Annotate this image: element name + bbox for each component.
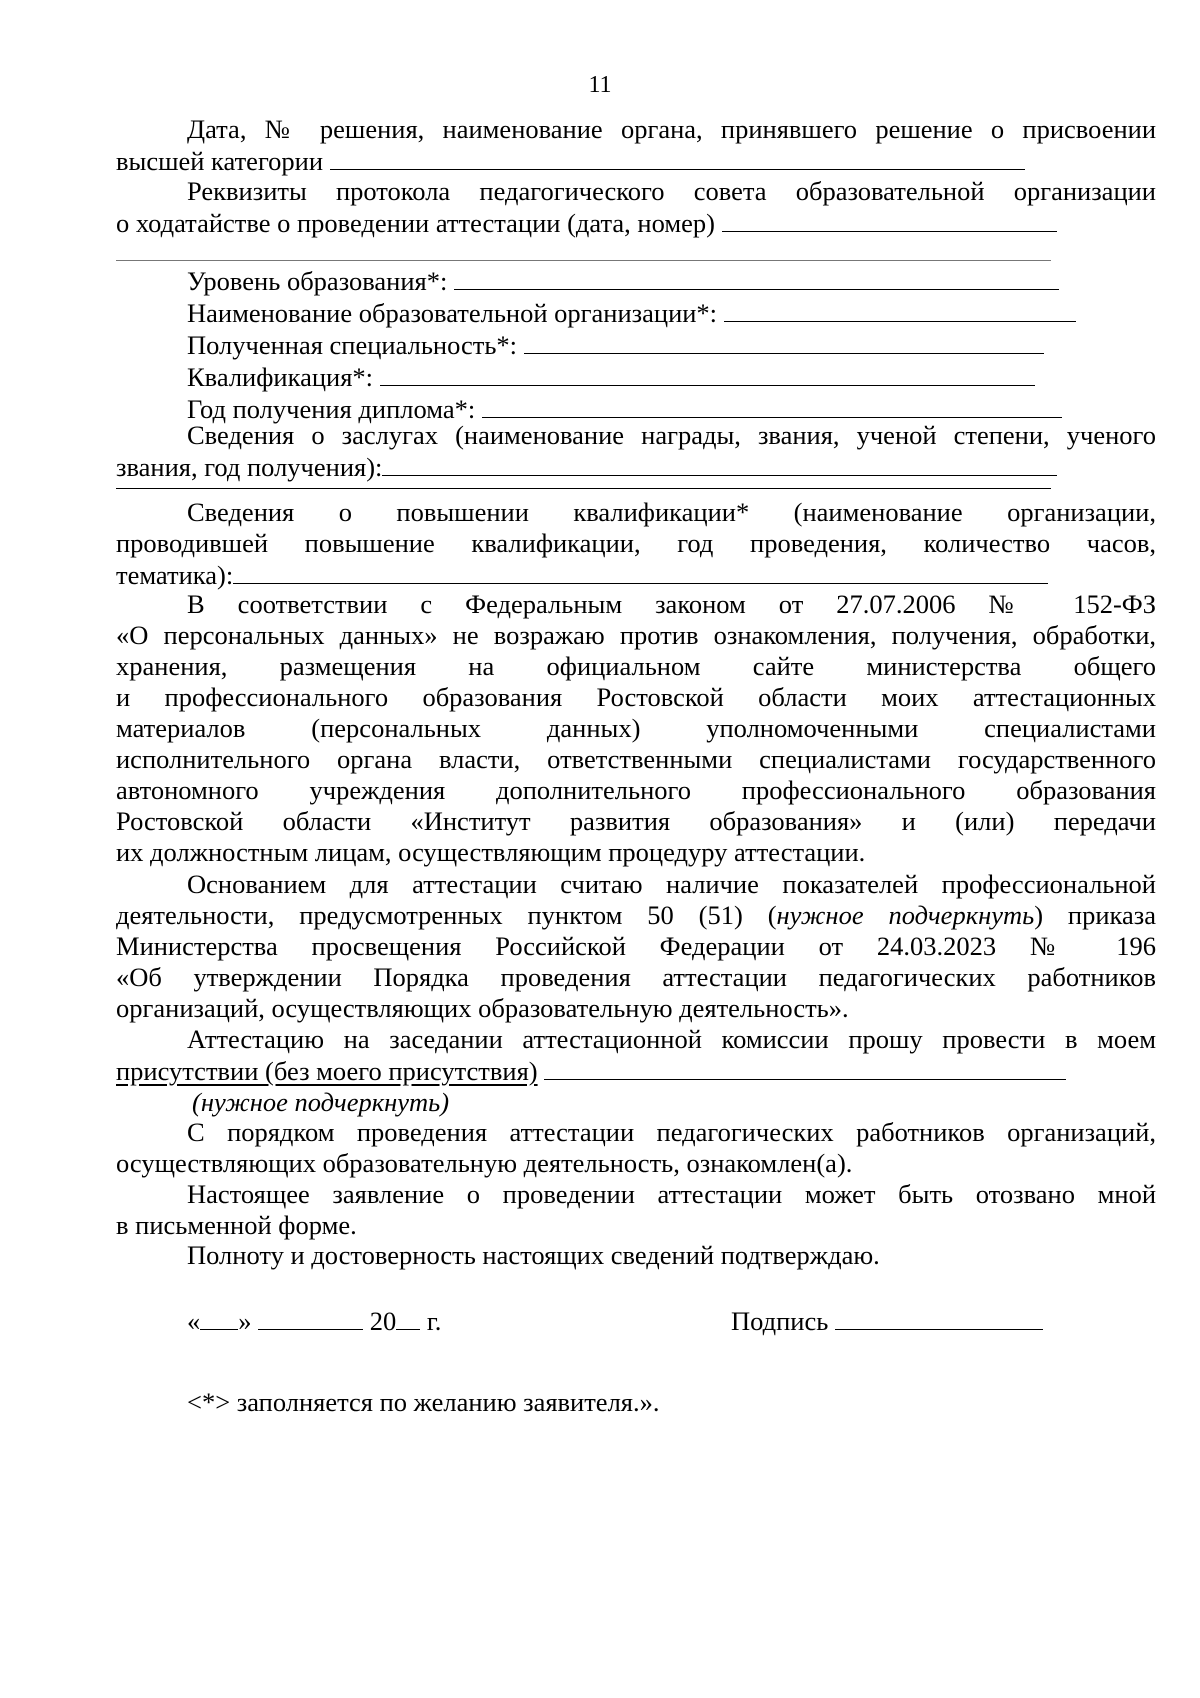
decision-line-1: Дата, № решения, наименование органа, принявшего решение о присвоении bbox=[187, 114, 1156, 144]
qualification-label: Квалификация*: bbox=[187, 362, 373, 392]
presence-paragraph bbox=[116, 1024, 1156, 1118]
organization-name-label: Наименование образовательной организации*: bbox=[187, 298, 718, 328]
consent-line-3: хранения, размещения на официальном сайте министерства общего bbox=[116, 651, 1156, 681]
merits-fill-field[interactable] bbox=[382, 451, 1057, 476]
date-signature-row: « » 20 г. Подпись bbox=[116, 1305, 1156, 1337]
training-fill-field[interactable] bbox=[233, 559, 1048, 584]
consent-paragraph bbox=[116, 589, 1156, 868]
separator-line bbox=[116, 260, 1051, 261]
education-level-label: Уровень образования*: bbox=[187, 266, 448, 296]
consent-line-7: автономного учреждения дополнительного профессионального образования bbox=[116, 775, 1156, 805]
training-paragraph bbox=[116, 497, 1156, 591]
consent-line-5: материалов (персональных данных) уполномоченными специалистами bbox=[116, 713, 1156, 743]
footnote bbox=[116, 1387, 1156, 1418]
basis-line-4: «Об утверждении Порядка проведения аттестации педагогических работников bbox=[116, 962, 1156, 992]
basis-paragraph bbox=[116, 869, 1156, 1024]
diploma-year-field[interactable] bbox=[482, 393, 1062, 418]
decision-fill-field[interactable] bbox=[330, 145, 1025, 170]
basis-line-2: деятельности, предусмотренных пунктом 50 (51) (нужное подчеркнуть) приказа bbox=[116, 900, 1157, 930]
confirm-paragraph bbox=[116, 1240, 1156, 1271]
procedure-line-2: осуществляющих образовательную деятельность, ознакомлен(а). bbox=[116, 1148, 853, 1178]
specialty-field[interactable] bbox=[524, 329, 1044, 354]
footnote-text: <*> заполняется по желанию заявителя.». bbox=[187, 1387, 660, 1417]
presence-note: (нужное подчеркнуть) bbox=[192, 1087, 450, 1117]
procedure-line-1: С порядком проведения аттестации педагогических работников организаций, bbox=[187, 1117, 1156, 1147]
protocol-fill-field[interactable] bbox=[722, 207, 1057, 232]
procedure-paragraph bbox=[116, 1117, 1156, 1179]
revoke-paragraph bbox=[116, 1179, 1156, 1241]
presence-fill-field[interactable] bbox=[544, 1055, 1066, 1080]
training-line-1: Сведения о повышении квалификации* (наименование организации, bbox=[187, 497, 1156, 527]
signature-label: Подпись bbox=[731, 1306, 829, 1336]
signature-field[interactable] bbox=[835, 1305, 1043, 1330]
consent-line-2: «О персональных данных» не возражаю против ознакомления, получения, обработки, bbox=[116, 620, 1156, 650]
consent-line-1: В соответствии с Федеральным законом от 27.07.2006 № 152-ФЗ bbox=[187, 589, 1156, 619]
protocol-paragraph bbox=[116, 176, 1156, 239]
merits-line-1: Сведения о заслугах (наименование награды, звания, ученой степени, ученого bbox=[187, 420, 1156, 450]
training-line-3: тематика): bbox=[116, 560, 234, 590]
diploma-year-label: Год получения диплома*: bbox=[187, 394, 476, 424]
consent-line-8: Ростовской области «Институт развития образования» и (или) передачи bbox=[116, 806, 1156, 836]
qualification-field[interactable] bbox=[380, 361, 1035, 386]
presence-line-1: Аттестацию на заседании аттестационной комиссии прошу провести в моем bbox=[187, 1024, 1156, 1054]
specialty-label: Полученная специальность*: bbox=[187, 330, 518, 360]
basis-line-3: Министерства просвещения Российской Федерации от 24.03.2023 № 196 bbox=[116, 931, 1156, 961]
organization-name-field[interactable] bbox=[724, 297, 1076, 322]
training-line-2: проводившей повышение квалификации, год проведения, количество часов, bbox=[116, 528, 1156, 558]
protocol-line-2: о ходатайстве о проведении аттестации (дата, номер) bbox=[116, 208, 715, 238]
consent-line-4: и профессионального образования Ростовской области моих аттестационных bbox=[116, 682, 1156, 712]
consent-line-9: их должностным лицам, осуществляющим процедуру аттестации. bbox=[116, 837, 866, 867]
presence-choice[interactable]: присутствии (без моего присутствия) bbox=[116, 1056, 538, 1086]
month-field[interactable] bbox=[258, 1305, 363, 1330]
decision-paragraph bbox=[116, 114, 1156, 177]
confirm-line: Полноту и достоверность настоящих сведений подтверждаю. bbox=[187, 1240, 880, 1270]
education-fields bbox=[116, 265, 1156, 425]
education-level-field[interactable] bbox=[454, 265, 1059, 290]
underline-needed-note: нужное подчеркнуть bbox=[776, 900, 1035, 930]
consent-line-6: исполнительного органа власти, ответственными специалистами государственного bbox=[116, 744, 1156, 774]
page-number: 11 bbox=[588, 72, 612, 98]
decision-line-2: высшей категории bbox=[116, 146, 324, 176]
protocol-line-1: Реквизиты протокола педагогического совета образовательной организации bbox=[187, 176, 1156, 206]
basis-line-1: Основанием для аттестации считаю наличие показателей профессиональной bbox=[187, 869, 1156, 899]
revoke-line-2: в письменной форме. bbox=[116, 1210, 357, 1240]
year-field[interactable] bbox=[396, 1305, 420, 1330]
merits-line-2: звания, год получения): bbox=[116, 452, 383, 482]
merits-paragraph bbox=[116, 420, 1156, 483]
revoke-line-1: Настоящее заявление о проведении аттестации может быть отозвано мной bbox=[187, 1179, 1156, 1209]
basis-line-5: организаций, осуществляющих образовательную деятельность». bbox=[116, 993, 849, 1023]
merits-fill-line-2[interactable] bbox=[116, 488, 1051, 489]
day-field[interactable] bbox=[200, 1305, 238, 1330]
